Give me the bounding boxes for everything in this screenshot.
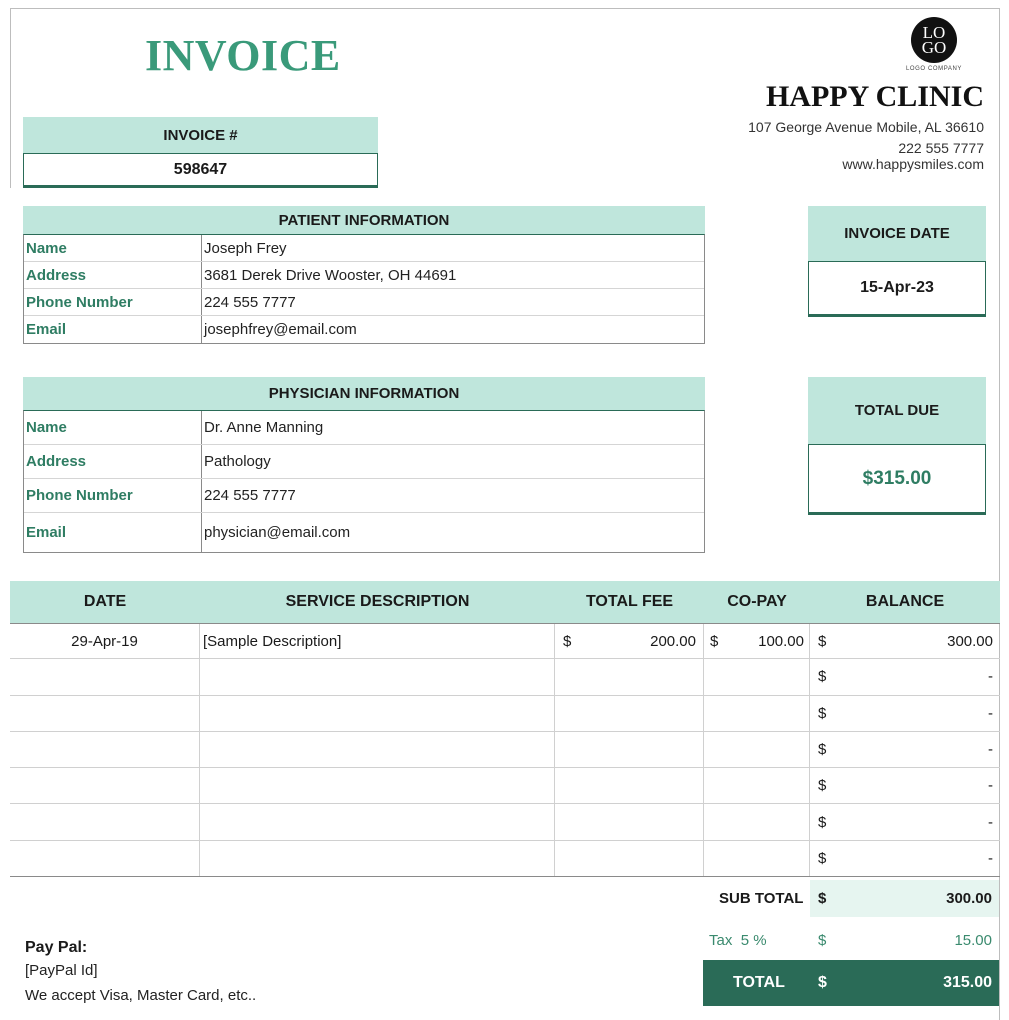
cell-balance [810, 732, 1000, 767]
tax-value: 15.00 [954, 931, 992, 949]
table-row [10, 623, 1000, 659]
total-currency: $ [818, 974, 827, 991]
table-row [10, 841, 1000, 877]
total-due-box [808, 377, 986, 515]
patient-email-value[interactable]: josephfrey@email.com [204, 321, 357, 338]
physician-info-heading: PHYSICIAN INFORMATION [23, 377, 705, 410]
cell-total-fee[interactable] [555, 804, 704, 839]
patient-phone-value[interactable]: 224 555 7777 [204, 293, 296, 311]
patient-address-value[interactable]: 3681 Derek Drive Wooster, OH 44691 [204, 266, 457, 284]
subtotal-value-text: 300.00 [946, 890, 992, 907]
patient-info-section [23, 206, 705, 344]
cell-balance [810, 624, 1000, 658]
header-service-description: SERVICE DESCRIPTION [285, 593, 470, 610]
cell-total-fee[interactable] [555, 624, 704, 658]
balance-amount: - [988, 668, 993, 686]
patient-label: Phone Number [24, 289, 202, 315]
physician-row-address [24, 445, 704, 479]
cell-total-fee[interactable] [555, 732, 704, 767]
cell-date[interactable] [10, 624, 200, 658]
cell-date[interactable] [10, 804, 200, 839]
cell-co-pay[interactable] [704, 768, 810, 803]
company-logo [911, 17, 957, 63]
total-label: TOTAL [733, 974, 785, 991]
copay-amount: 100.00 [758, 632, 804, 650]
table-row [10, 696, 1000, 732]
clinic-website: www.happysmiles.com [842, 156, 984, 172]
patient-info-table [23, 234, 705, 344]
page-border-left [10, 8, 11, 188]
header-total-fee: TOTAL FEE [585, 593, 674, 610]
physician-phone-value[interactable]: 224 555 7777 [204, 487, 296, 504]
cell-balance [810, 696, 1000, 731]
cell-balance [810, 804, 1000, 839]
cell-description[interactable] [200, 804, 555, 839]
physician-name-value[interactable]: Dr. Anne Manning [204, 419, 324, 436]
total-value: 315.00 [943, 974, 992, 991]
tax-rate[interactable]: 5 % [740, 931, 767, 949]
cell-co-pay[interactable] [704, 804, 810, 839]
balance-currency: $ [818, 632, 827, 650]
page-border-top [10, 8, 1000, 9]
date-text: 29-Apr-19 [71, 632, 138, 650]
header-date: DATE [83, 593, 127, 610]
cell-total-fee[interactable] [555, 696, 704, 731]
cell-description[interactable] [200, 696, 555, 731]
clinic-phone: 222 555 7777 [898, 140, 984, 156]
cell-date[interactable] [10, 732, 200, 767]
invoice-number-value[interactable]: 598647 [23, 153, 378, 188]
patient-row-email [24, 316, 704, 343]
cell-co-pay[interactable] [704, 696, 810, 731]
subtotal-row-overlay [703, 880, 999, 917]
table-row [10, 768, 1000, 804]
patient-name-value[interactable]: Joseph Frey [204, 239, 287, 257]
total-due-label: TOTAL DUE [808, 377, 986, 444]
payment-id: [PayPal Id] [25, 962, 98, 979]
balance-amount: - [988, 741, 993, 759]
table-row [10, 732, 1000, 768]
header-co-pay: CO-PAY [727, 593, 787, 610]
logo-text-top: LO [922, 23, 946, 42]
cell-date[interactable] [10, 696, 200, 731]
patient-label: Email [24, 316, 202, 343]
cell-co-pay[interactable] [704, 659, 810, 694]
physician-email-value[interactable]: physician@email.com [204, 524, 351, 541]
table-row [10, 659, 1000, 695]
patient-label: Address [24, 262, 202, 288]
physician-label: Name [24, 411, 202, 444]
balance-amount: - [988, 813, 993, 831]
logo-caption: LOGO COMPANY [905, 66, 963, 72]
clinic-address: 107 George Avenue Mobile, AL 36610 [748, 119, 984, 135]
physician-label: Phone Number [24, 479, 202, 512]
balance-currency: $ [818, 704, 827, 722]
total-due-value: $315.00 [808, 444, 986, 515]
balance-currency: $ [818, 668, 827, 686]
cell-co-pay[interactable] [704, 841, 810, 877]
payment-title: Pay Pal: [25, 939, 88, 956]
tax-row [703, 922, 999, 958]
invoice-number-label: INVOICE # [23, 117, 378, 153]
patient-row-name [24, 235, 704, 262]
invoice-date-value[interactable]: 15-Apr-23 [808, 261, 986, 317]
cell-total-fee[interactable] [555, 659, 704, 694]
physician-info-section [23, 377, 705, 553]
subtotal-label-text: SUB TOTAL [719, 890, 804, 907]
cell-date[interactable] [10, 768, 200, 803]
logo-text-bottom: GO [921, 38, 947, 57]
cell-description[interactable] [200, 732, 555, 767]
physician-info-table [23, 410, 705, 553]
balance-currency: $ [818, 850, 827, 868]
cell-date[interactable] [10, 841, 200, 877]
invoice-date-box [808, 206, 986, 317]
tax-currency: $ [818, 931, 827, 949]
cell-description[interactable] [200, 841, 555, 877]
patient-row-phone [24, 289, 704, 316]
cell-description[interactable] [200, 624, 555, 658]
cell-description[interactable] [200, 768, 555, 803]
cell-description[interactable] [200, 659, 555, 694]
copay-currency: $ [710, 632, 719, 650]
services-bottom-border [10, 876, 1000, 877]
cell-total-fee[interactable] [555, 841, 704, 877]
physician-address-value[interactable]: Pathology [204, 453, 271, 470]
cell-balance [810, 659, 1000, 694]
invoice-date-label: INVOICE DATE [808, 206, 986, 261]
physician-row-phone [24, 479, 704, 513]
cell-co-pay[interactable] [704, 732, 810, 767]
balance-amount: 300.00 [947, 632, 993, 650]
physician-label: Email [24, 513, 202, 552]
patient-info-heading: PATIENT INFORMATION [23, 206, 705, 234]
cell-co-pay[interactable] [704, 624, 810, 658]
balance-currency: $ [818, 813, 827, 831]
balance-currency: $ [818, 741, 827, 759]
balance-amount: - [988, 704, 993, 722]
fee-amount: 200.00 [650, 632, 696, 650]
cell-balance [810, 768, 1000, 803]
physician-row-name [24, 411, 704, 445]
balance-currency: $ [818, 777, 827, 795]
fee-currency: $ [563, 632, 572, 650]
tax-label: Tax [709, 931, 733, 949]
services-rows [10, 623, 1000, 877]
tax-label-wrap [703, 932, 808, 949]
balance-amount: - [988, 777, 993, 795]
total-row [703, 960, 999, 1006]
payment-note: We accept Visa, Master Card, etc.. [25, 987, 257, 1004]
physician-row-email [24, 513, 704, 552]
cell-balance [810, 841, 1000, 877]
clinic-name: HAPPY CLINIC [765, 80, 984, 113]
description-text: [Sample Description] [203, 632, 342, 650]
invoice-title: INVOICE [145, 31, 341, 80]
subtotal-currency-text: $ [818, 890, 827, 907]
services-table [10, 581, 1000, 877]
services-header-row [10, 581, 1000, 623]
header-balance: BALANCE [865, 593, 945, 610]
patient-row-address [24, 262, 704, 289]
physician-label: Address [24, 445, 202, 478]
balance-amount: - [988, 850, 993, 868]
table-row [10, 804, 1000, 840]
patient-label: Name [24, 235, 202, 261]
cell-total-fee[interactable] [555, 768, 704, 803]
cell-date[interactable] [10, 659, 200, 694]
